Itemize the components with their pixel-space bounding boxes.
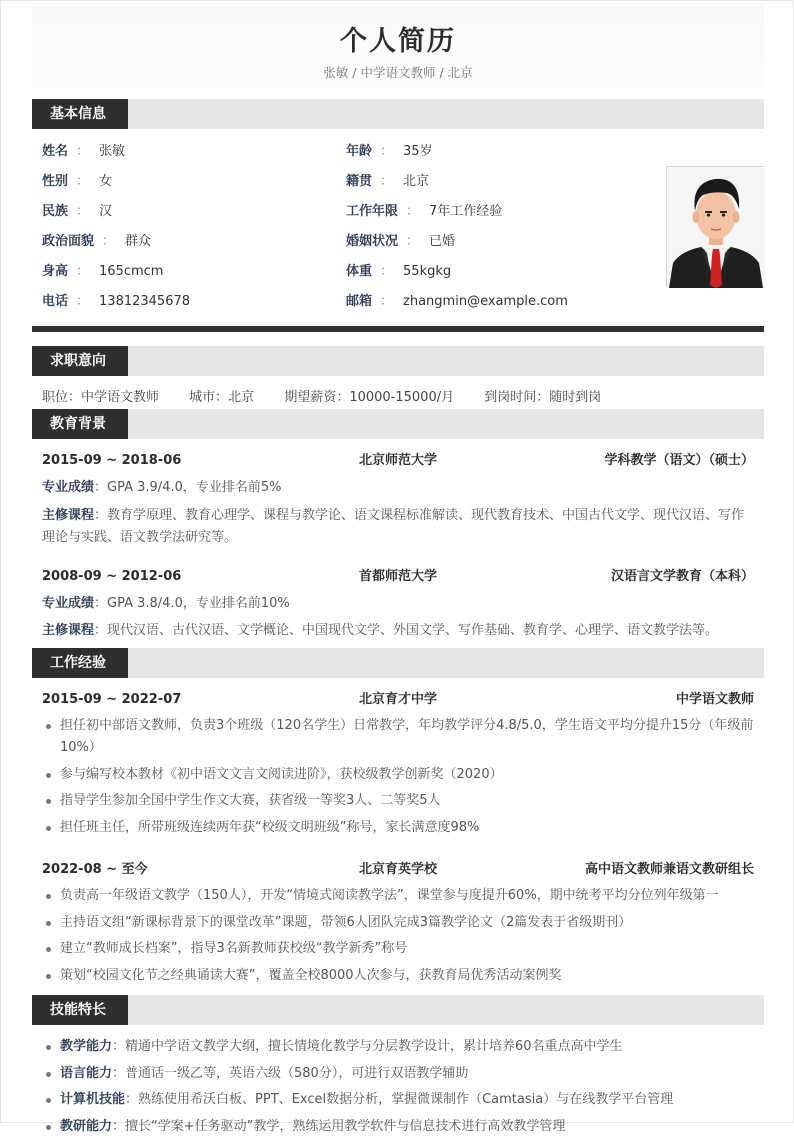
info-hometown	[346, 172, 429, 192]
list-item: 主持语文组“新课标背景下的课堂改革”课题，带领6人团队完成3篇教学论文（2篇发表于省级期刊）	[42, 912, 754, 934]
work-entry-header	[42, 690, 754, 710]
info-value: 群众	[125, 234, 152, 249]
skill-item	[42, 1036, 754, 1058]
grade-label: 专业成绩	[42, 480, 95, 495]
info-value: 35岁	[403, 144, 433, 159]
education-grade	[42, 477, 754, 499]
info-height	[42, 262, 163, 282]
entry-dates: 2015-09 ~ 2022-07	[42, 692, 182, 707]
info-label: 政治面貌	[42, 234, 95, 249]
education-grade	[42, 593, 754, 615]
colon: ：	[380, 174, 394, 189]
courses-label: 主修课程	[42, 508, 95, 523]
grade-label: 专业成绩	[42, 596, 95, 611]
skill-label: 计算机技能	[60, 1092, 126, 1107]
info-name	[42, 142, 125, 162]
colon: ：	[76, 204, 90, 219]
list-item: 策划“校园文化节之经典诵读大赛”，覆盖全校8000人次参与，获教育局优秀活动案例奖	[42, 965, 754, 987]
colon: ：	[380, 144, 394, 159]
colon: ：	[76, 174, 90, 189]
skills-bullets	[42, 1036, 754, 1142]
entry-dates: 2022-08 ~ 至今	[42, 862, 148, 877]
entry-school: 首都师范大学	[358, 569, 437, 584]
job-intent-row	[42, 388, 627, 408]
skill-text: ：普通话一级乙等，英语六级（580分），可进行双语教学辅助	[112, 1065, 469, 1081]
info-label: 邮箱	[346, 294, 373, 309]
info-phone	[42, 292, 190, 312]
entry-school: 北京师范大学	[358, 453, 437, 468]
courses-text: ：现代汉语、古代汉语、文学概论、中国现代文学、外国文学、写作基础、教育学、心理学、语文教学法等。	[94, 623, 719, 638]
skill-item	[42, 1089, 754, 1111]
info-label: 工作年限	[346, 204, 399, 219]
education-courses	[42, 620, 754, 642]
courses-label: 主修课程	[42, 623, 95, 638]
grade-text: ：GPA 3.8/4.0，专业排名前10%	[94, 596, 290, 611]
education-entry-header	[42, 451, 754, 471]
page-subtitle: 张敏 / 中学语文教师 / 北京	[323, 65, 473, 80]
info-value: 北京	[403, 174, 430, 189]
entry-dates: 2008-09 ~ 2012-06	[42, 569, 182, 584]
info-label: 姓名	[42, 144, 69, 159]
entry-company: 北京育才中学	[358, 692, 437, 707]
info-value: 汉	[99, 204, 113, 219]
skill-label: 教研能力	[60, 1118, 113, 1134]
work-bullets	[42, 885, 754, 991]
info-label: 籍贯	[346, 174, 373, 189]
info-age	[346, 142, 433, 162]
section-title: 基本信息	[32, 99, 128, 129]
resume-header	[32, 3, 764, 87]
section-job-intent	[32, 346, 764, 376]
section-education	[32, 409, 764, 439]
info-email	[346, 292, 568, 312]
info-weight	[346, 262, 451, 282]
info-years	[346, 202, 502, 222]
info-label: 年龄	[346, 144, 373, 159]
education-entry-header	[42, 567, 754, 587]
skill-text: ：擅长“学案+任务驱动”教学，熟练运用教学软件与信息技术进行高效教学管理	[112, 1118, 566, 1134]
entry-dates: 2015-09 ~ 2018-06	[42, 453, 182, 468]
skill-label: 教学能力	[60, 1039, 113, 1054]
info-label: 体重	[346, 264, 373, 279]
info-value[interactable]: zhangmin@example.com	[403, 294, 568, 309]
courses-text: ：教育学原理、教育心理学、课程与教学论、语文课程标准解读、现代教育技术、中国古代文学、现代汉语、写作理论与实践、语文教学法研究等。	[42, 508, 745, 545]
list-item: 建立“教师成长档案”，指导3名新教师获校级“教学新秀”称号	[42, 938, 754, 960]
list-item: 参与编写校本教材《初中语文文言文阅读进阶》，获校级教学创新奖（2020）	[42, 764, 754, 786]
colon: ：	[102, 234, 116, 249]
skill-item	[42, 1063, 754, 1085]
section-basic-info	[32, 99, 764, 129]
list-item: 负责高一年级语文教学（150人），开发“情境式阅读教学法”，课堂参与度提升60%，期中统考平均分位列年级第一	[42, 885, 754, 907]
skill-label: 语言能力	[60, 1065, 113, 1081]
info-gender	[42, 172, 112, 192]
info-political	[42, 232, 151, 252]
work-entry-header	[42, 860, 754, 880]
colon: ：	[76, 264, 90, 279]
entry-major: 学科教学（语文）（硕士）	[604, 453, 754, 468]
colon: ：	[406, 204, 420, 219]
info-label: 电话	[42, 294, 69, 309]
intent-city: 城市：北京	[189, 390, 255, 405]
entry-company: 北京育英学校	[358, 862, 437, 877]
avatar-illustration-icon	[667, 167, 765, 288]
info-label: 民族	[42, 204, 69, 219]
info-value[interactable]: 13812345678	[99, 294, 191, 309]
section-work	[32, 648, 764, 678]
list-item: 担任班主任，所带班级连续两年获“校级文明班级”称号，家长满意度98%	[42, 817, 754, 839]
work-bullets	[42, 715, 754, 843]
section-title: 教育背景	[32, 409, 128, 439]
info-value: 张敏	[99, 144, 126, 159]
section-title: 工作经验	[32, 648, 128, 678]
intent-salary: 期望薪资：10000-15000/月	[284, 390, 455, 405]
info-label: 婚姻状况	[346, 234, 399, 249]
info-value: 55kgkg	[403, 264, 452, 279]
section-title: 求职意向	[32, 346, 128, 376]
entry-role: 中学语文教师	[675, 692, 754, 707]
list-item: 指导学生参加全国中学生作文大赛，获省级一等奖3人、二等奖5人	[42, 790, 754, 812]
divider	[32, 326, 764, 332]
section-title: 技能特长	[32, 995, 128, 1025]
education-courses	[42, 505, 754, 549]
profile-photo	[666, 166, 764, 287]
info-marital	[346, 232, 455, 252]
entry-role: 高中语文教师兼语文教研组长	[584, 862, 754, 877]
info-label: 身高	[42, 264, 69, 279]
entry-major: 汉语言文学教育（本科）	[610, 569, 754, 584]
info-value: 7年工作经验	[429, 204, 503, 219]
colon: ：	[76, 294, 90, 309]
page-title: 个人简历	[340, 26, 456, 57]
info-ethnicity	[42, 202, 112, 222]
intent-arrival: 到岗时间：随时到岗	[484, 390, 602, 405]
info-value: 女	[99, 174, 113, 189]
grade-text: ：GPA 3.9/4.0，专业排名前5%	[94, 480, 282, 495]
intent-position: 职位：中学语文教师	[42, 390, 160, 405]
info-label: 性别	[42, 174, 69, 189]
colon: ：	[380, 294, 394, 309]
skill-text: ：精通中学语文教学大纲，擅长情境化教学与分层教学设计，累计培养60名重点高中学生	[112, 1039, 623, 1054]
info-value: 已婚	[429, 234, 456, 249]
colon: ：	[380, 264, 394, 279]
skill-text: ：熟练使用希沃白板、PPT、Excel数据分析，掌握微课制作（Camtasia）与在线教学平台管理	[125, 1092, 674, 1107]
colon: ：	[76, 144, 90, 159]
section-skills	[32, 995, 764, 1025]
list-item: 担任初中部语文教师，负责3个班级（120名学生）日常教学，年均教学评分4.8/5.0，学生语文平均分提升15分（年级前10%）	[42, 715, 754, 759]
skill-item	[42, 1116, 754, 1138]
info-value: 165cmcm	[99, 264, 164, 279]
colon: ：	[406, 234, 420, 249]
